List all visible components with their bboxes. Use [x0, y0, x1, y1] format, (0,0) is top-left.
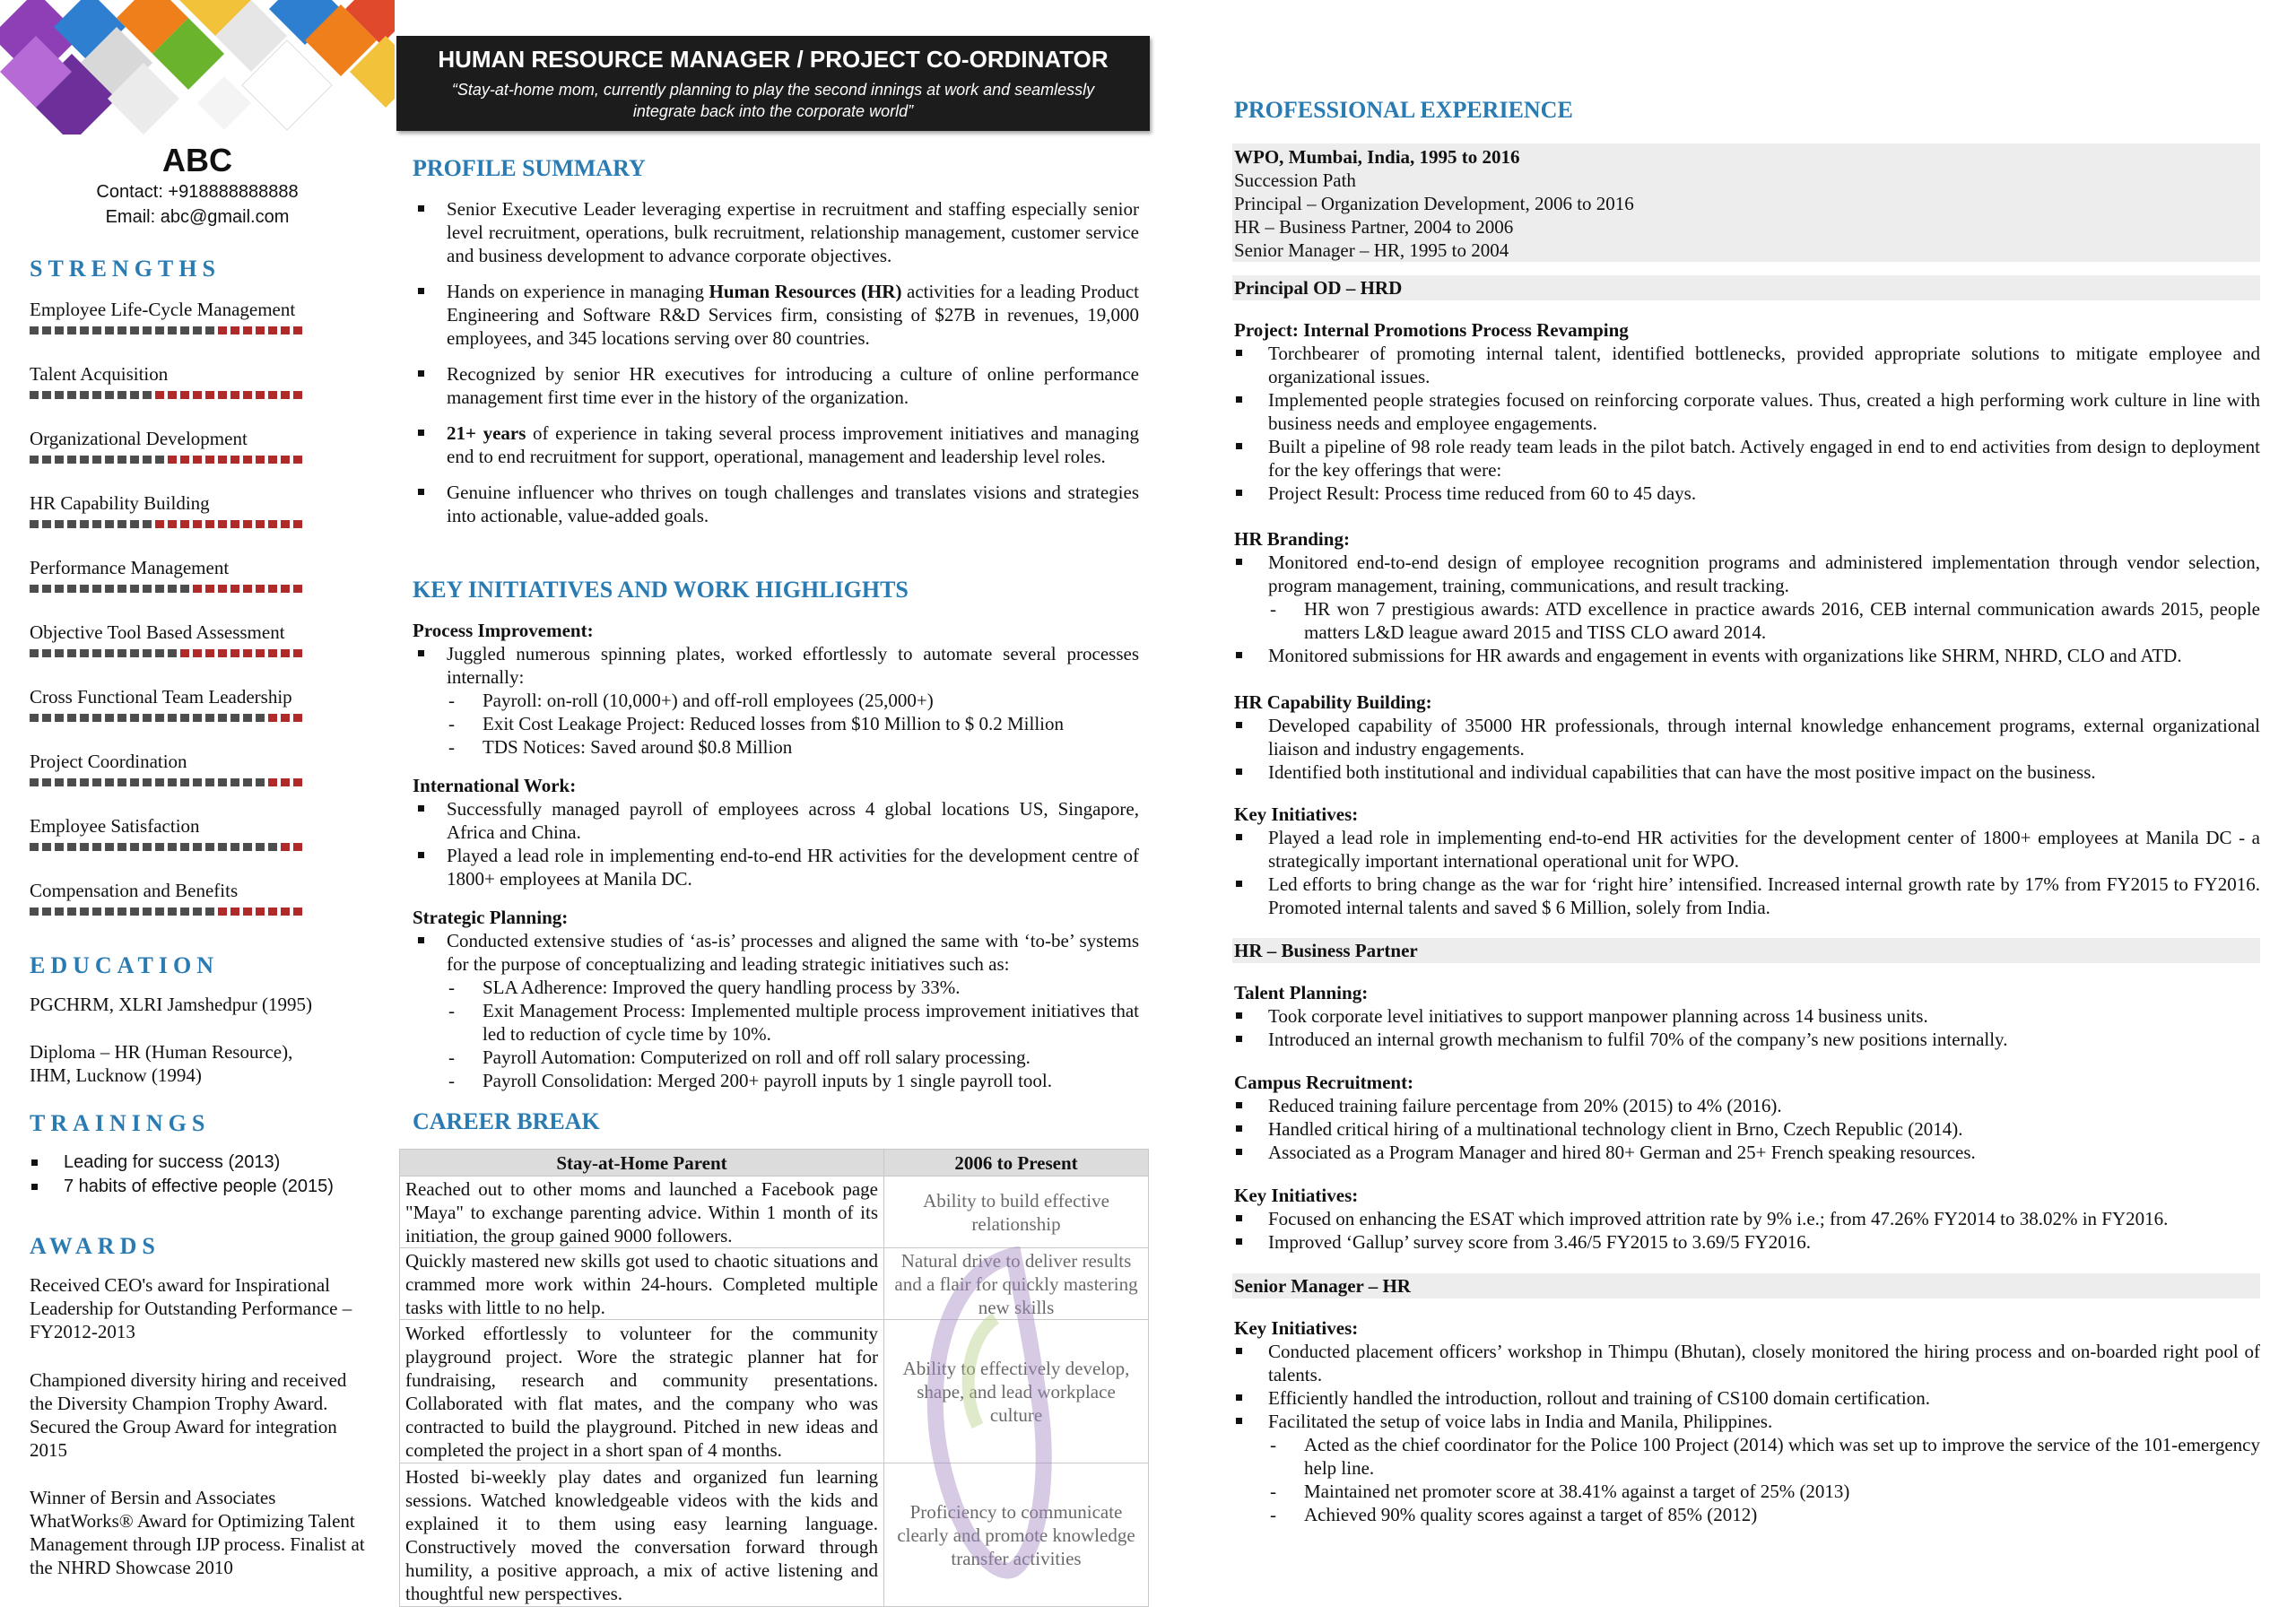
- decorative-mosaic: [0, 0, 395, 135]
- table-cell: Hosted bi-weekly play dates and organized fun learning sessions. Watched knowledgeable videos with the kids and explained it to them using easy learning language. Constructively moved the conversation forward through humility, a positive approach, a mix of active listening and thoughtful new perspectives.: [400, 1463, 884, 1607]
- dash-item: - Exit Management Process: Implemented multiple process improvement initiatives that led to reduction of cycle time by 10%.: [413, 999, 1139, 1046]
- job-title: HUMAN RESOURCE MANAGER / PROJECT CO-ORDINATOR: [438, 46, 1109, 73]
- bullet-item: Focused on enhancing the ESAT which improved attrition rate by 9% i.e.; from 47.26% FY2014 to 38.02% in FY2016.: [1234, 1207, 2260, 1230]
- table-cell: Ability to effectively develop, shape, and lead workplace culture: [884, 1320, 1149, 1463]
- career-break-heading: CAREER BREAK: [413, 1108, 600, 1134]
- dash-item: - Acted as the chief coordinator for the Police 100 Project (2014) which was set up to improve the service of the 101-emergency help line.: [1234, 1433, 2260, 1480]
- strength-label: Compensation and Benefits: [30, 880, 239, 901]
- dash-item: - HR won 7 prestigious awards: ATD excellence in practice awards 2016, CEB internal communication awards 2015, people matters L&D league award 2015 and TISS CLO award 2014.: [1234, 597, 2260, 644]
- strength-item: [30, 750, 361, 786]
- strength-label: Organizational Development: [30, 428, 248, 449]
- company-line: WPO, Mumbai, India, 1995 to 2016: [1234, 146, 1520, 168]
- bullet-item: Monitored end-to-end design of employee recognition programs and administered implementation through vendor selection, program management, training, communications, and result tracking.: [1234, 551, 2260, 597]
- strength-item: [30, 685, 361, 722]
- subheading: Campus Recruitment:: [1234, 1072, 1414, 1093]
- key-initiatives-heading: KEY INITIATIVES AND WORK HIGHLIGHTS: [413, 577, 909, 603]
- process-improvement-block: [413, 619, 1139, 759]
- strength-level-bar: [30, 714, 361, 722]
- table-row: [400, 1177, 1149, 1248]
- strength-label: Objective Tool Based Assessment: [30, 621, 285, 643]
- path-line: Principal – Organization Development, 2006 to 2016: [1234, 193, 1634, 214]
- strength-label: Project Coordination: [30, 751, 187, 772]
- strength-level-bar: [30, 843, 361, 851]
- strength-level-bar: [30, 585, 361, 593]
- strengths-heading: STRENGTHS: [30, 256, 221, 282]
- bullet-item: Introduced an internal growth mechanism to fulfil 70% of the company’s new positions internally.: [1234, 1028, 2260, 1051]
- role-heading: Principal OD – HRD: [1232, 275, 2260, 300]
- strength-item: [30, 298, 361, 334]
- training-item: 7 habits of effective people (2015): [30, 1175, 379, 1199]
- company-summary-box: [1232, 143, 2260, 262]
- bullet-item: Conducted placement officers’ workshop in Thimpu (Bhutan), closely monitored the hiring process and on-boarded right pool of talents.: [1234, 1340, 2260, 1386]
- subheading: Process Improvement:: [413, 620, 594, 641]
- dash-item: - Payroll Consolidation: Merged 200+ payroll inputs by 1 single payroll tool.: [413, 1069, 1139, 1092]
- bullet-item: Facilitated the setup of voice labs in India and Manila, Philippines.: [1234, 1410, 2260, 1433]
- subheading: HR Branding:: [1234, 528, 1350, 550]
- strength-item: [30, 556, 361, 593]
- education-item: PGCHRM, XLRI Jamshedpur (1995): [30, 994, 312, 1015]
- table-header: Stay-at-Home Parent: [400, 1150, 884, 1177]
- subheading: HR Capability Building:: [1234, 691, 1432, 713]
- bullet-item: Torchbearer of promoting internal talent, identified bottlenecks, provided appropriate solutions to mitigate employee and organizational issues.: [1234, 342, 2260, 388]
- table-row: [400, 1463, 1149, 1607]
- path-line: HR – Business Partner, 2004 to 2006: [1234, 216, 1514, 238]
- bullet-item: Played a lead role in implementing end-to-end HR activities for the development centre of 1800+ employees at Manila DC.: [413, 844, 1139, 890]
- education-heading: EDUCATION: [30, 952, 219, 978]
- key-initiatives-block: [1234, 1184, 2260, 1254]
- table-row: [400, 1248, 1149, 1320]
- education-item: Diploma – HR (Human Resource), IHM, Lucknow (1994): [30, 1041, 293, 1086]
- strength-level-bar: [30, 326, 361, 334]
- dash-item: - Exit Cost Leakage Project: Reduced losses from $10 Million to $ 0.2 Million: [413, 712, 1139, 735]
- bullet-item: Took corporate level initiatives to support manpower planning across 14 business units.: [1234, 1004, 2260, 1028]
- subheading: Strategic Planning:: [413, 907, 569, 928]
- bullet-item: Improved ‘Gallup’ survey score from 3.46/5 FY2015 to 3.69/5 FY2016.: [1234, 1230, 2260, 1254]
- contact-phone: Contact: +918888888888: [96, 182, 299, 202]
- international-work-block: [413, 774, 1139, 890]
- table-cell: Worked effortlessly to volunteer for the community playground project. Wore the strategic planner hat for fundraising, research and community presentations. Collaborated with flat mates, and the company who was contracted to build the playground. Pitched in new ideas and completed the project in a short span of 4 months.: [400, 1320, 884, 1463]
- award-item: Winner of Bersin and Associates WhatWorks® Award for Optimizing Talent Management through IJP process. Finalist at the NHRD Showcase 2010: [30, 1487, 365, 1578]
- bullet-item: Project Result: Process time reduced from 60 to 45 days.: [1234, 482, 2260, 505]
- strength-label: HR Capability Building: [30, 492, 210, 514]
- table-cell: Proficiency to communicate clearly and promote knowledge transfer activities: [884, 1463, 1149, 1607]
- subheading: International Work:: [413, 775, 577, 796]
- subheading: Talent Planning:: [1234, 982, 1369, 1003]
- dash-item: - Payroll Automation: Computerized on roll and off roll salary processing.: [413, 1046, 1139, 1069]
- table-cell: Natural drive to deliver results and a flair for quickly mastering new skills: [884, 1248, 1149, 1320]
- subheading: Key Initiatives:: [1234, 1317, 1359, 1339]
- strength-level-bar: [30, 778, 361, 786]
- table-cell: Ability to build effective relationship: [884, 1177, 1149, 1248]
- strength-label: Talent Acquisition: [30, 363, 169, 385]
- bullet-item: Handled critical hiring of a multinational technology client in Brno, Czech Republic (2014).: [1234, 1117, 2260, 1141]
- strength-item: [30, 621, 361, 657]
- strength-level-bar: [30, 908, 361, 916]
- award-item: Received CEO's award for Inspirational Leadership for Outstanding Performance – FY2012-2013: [30, 1274, 352, 1342]
- bullet-item: Associated as a Program Manager and hired 80+ German and 25+ French speaking resources.: [1234, 1141, 2260, 1164]
- campus-recruitment-block: [1234, 1071, 2260, 1164]
- key-initiatives-block: [1234, 803, 2260, 919]
- strategic-planning-block: [413, 906, 1139, 1092]
- hr-branding-block: [1234, 527, 2260, 667]
- role-heading: Senior Manager – HR: [1232, 1273, 2260, 1298]
- strength-item: [30, 427, 361, 464]
- bullet-item: Successfully managed payroll of employees across 4 global locations US, Singapore, Africa and China.: [413, 797, 1139, 844]
- trainings-heading: TRAININGS: [30, 1110, 211, 1136]
- bullet-item: Reduced training failure percentage from 20% (2015) to 4% (2016).: [1234, 1094, 2260, 1117]
- table-cell: Quickly mastered new skills got used to chaotic situations and crammed more work within 24-hours. Completed multiple tasks with little to no help.: [400, 1248, 884, 1320]
- subheading: Key Initiatives:: [1234, 803, 1359, 825]
- strength-label: Employee Life-Cycle Management: [30, 299, 296, 320]
- profile-item: 21+ years of experience in taking several process improvement initiatives and managing end to end recruitment for support, operational, management and leadership level roles.: [413, 421, 1139, 468]
- table-header: 2006 to Present: [884, 1150, 1149, 1177]
- profile-item: Recognized by senior HR executives for introducing a culture of online performance management first time ever in the history of the organization.: [413, 362, 1139, 409]
- profile-item: Senior Executive Leader leveraging expertise in recruitment and staffing especially senior level recruitment, operations, bulk recruitment, relationship management, customer service and business development to advance corporate objectives.: [413, 197, 1139, 267]
- career-break-table: [399, 1149, 1149, 1607]
- profile-summary-list: [413, 197, 1139, 540]
- bullet-item: Monitored submissions for HR awards and engagement in events with organizations like SHRM, NHRD, CLO and ATD.: [1234, 644, 2260, 667]
- bullet-item: Played a lead role in implementing end-to-end HR activities for the development center of 1800+ employees at Manila DC - a strategically important international operational unit for WPO.: [1234, 826, 2260, 873]
- dash-item: - Maintained net promoter score at 38.41% against a target of 25% (2013): [1234, 1480, 2260, 1503]
- subheading: Key Initiatives:: [1234, 1185, 1359, 1206]
- professional-experience-heading: PROFESSIONAL EXPERIENCE: [1234, 97, 1573, 123]
- subheading: Project: Internal Promotions Process Revamping: [1234, 319, 1629, 341]
- bullet-item: Conducted extensive studies of ‘as-is’ processes and aligned the same with ‘to-be’ systems for the purpose of conceptualizing and leading strategic initiatives such as:: [413, 929, 1139, 976]
- tagline: “Stay-at-home mom, currently planning to play the second innings at work and seamlessly integrate back into the corporate world”: [451, 81, 1095, 120]
- awards-heading: AWARDS: [30, 1233, 161, 1259]
- strength-level-bar: [30, 391, 361, 399]
- bullet-item: Led efforts to bring change as the war for ‘right hire’ intensified. Increased internal growth rate by 17% from FY2015 to FY2016. Promoted internal talents and saved $ 6 Million, solely from India.: [1234, 873, 2260, 919]
- bullet-item: Juggled numerous spinning plates, worked effortlessly to automate several processes internally:: [413, 642, 1139, 689]
- bullet-item: Identified both institutional and individual capabilities that can have the most positive impact on the business.: [1234, 760, 2260, 784]
- bullet-item: Developed capability of 35000 HR professionals, through internal knowledge enhancement programs, external organizational liaison and industry engagements.: [1234, 714, 2260, 760]
- path-line: Senior Manager – HR, 1995 to 2004: [1234, 239, 1509, 261]
- strength-level-bar: [30, 649, 361, 657]
- strength-label: Employee Satisfaction: [30, 815, 200, 837]
- strength-label: Performance Management: [30, 557, 230, 578]
- table-cell: Reached out to other moms and launched a Facebook page "Maya" to exchange parenting advice. Within 1 month of its initiation, the group gained 9000 followers.: [400, 1177, 884, 1248]
- dash-item: - TDS Notices: Saved around $0.8 Million: [413, 735, 1139, 759]
- sidebar: [0, 0, 377, 1624]
- title-banner: [396, 36, 1150, 131]
- strength-item: [30, 362, 361, 399]
- award-item: Championed diversity hiring and received the Diversity Champion Trophy Award. Secured the Group Award for integration 2015: [30, 1369, 347, 1461]
- strength-item: [30, 879, 361, 916]
- project-block: [1234, 318, 2260, 505]
- contact-email: Email: abc@gmail.com: [105, 207, 290, 227]
- role-heading: HR – Business Partner: [1232, 938, 2260, 963]
- strength-level-bar: [30, 456, 361, 464]
- trainings-list: [30, 1151, 379, 1199]
- dash-item: - Achieved 90% quality scores against a target of 85% (2012): [1234, 1503, 2260, 1526]
- strength-item: [30, 491, 361, 528]
- bullet-item: Built a pipeline of 98 role ready team leads in the pilot batch. Actively engaged in end to end activities from design to deployment for the key offerings that were:: [1234, 435, 2260, 482]
- hr-capability-block: [1234, 690, 2260, 784]
- strength-item: [30, 814, 361, 851]
- table-row: [400, 1320, 1149, 1463]
- key-initiatives-block: [1234, 1316, 2260, 1526]
- profile-item: Hands on experience in managing Human Resources (HR) activities for a leading Product Engineering and Software R&D Services firm, consisting of $27B in revenues, 19,000 employees, and 345 locations serving over 80 countries.: [413, 280, 1139, 350]
- profile-item: Genuine influencer who thrives on tough challenges and translates visions and strategies into actionable, value-added goals.: [413, 481, 1139, 527]
- bullet-item: Efficiently handled the introduction, rollout and training of CS100 domain certification.: [1234, 1386, 2260, 1410]
- bullet-item: Implemented people strategies focused on reinforcing corporate values. Thus, created a high performing work culture in line with business needs and employee engagements.: [1234, 388, 2260, 435]
- talent-planning-block: [1234, 981, 2260, 1051]
- candidate-name: ABC: [162, 142, 232, 178]
- path-line: Succession Path: [1234, 169, 1356, 191]
- strength-level-bar: [30, 520, 361, 528]
- dash-item: - SLA Adherence: Improved the query handling process by 33%.: [413, 976, 1139, 999]
- strength-label: Cross Functional Team Leadership: [30, 686, 292, 708]
- profile-summary-heading: PROFILE SUMMARY: [413, 155, 646, 181]
- dash-item: - Payroll: on-roll (10,000+) and off-roll employees (25,000+): [413, 689, 1139, 712]
- training-item: Leading for success (2013): [30, 1151, 379, 1175]
